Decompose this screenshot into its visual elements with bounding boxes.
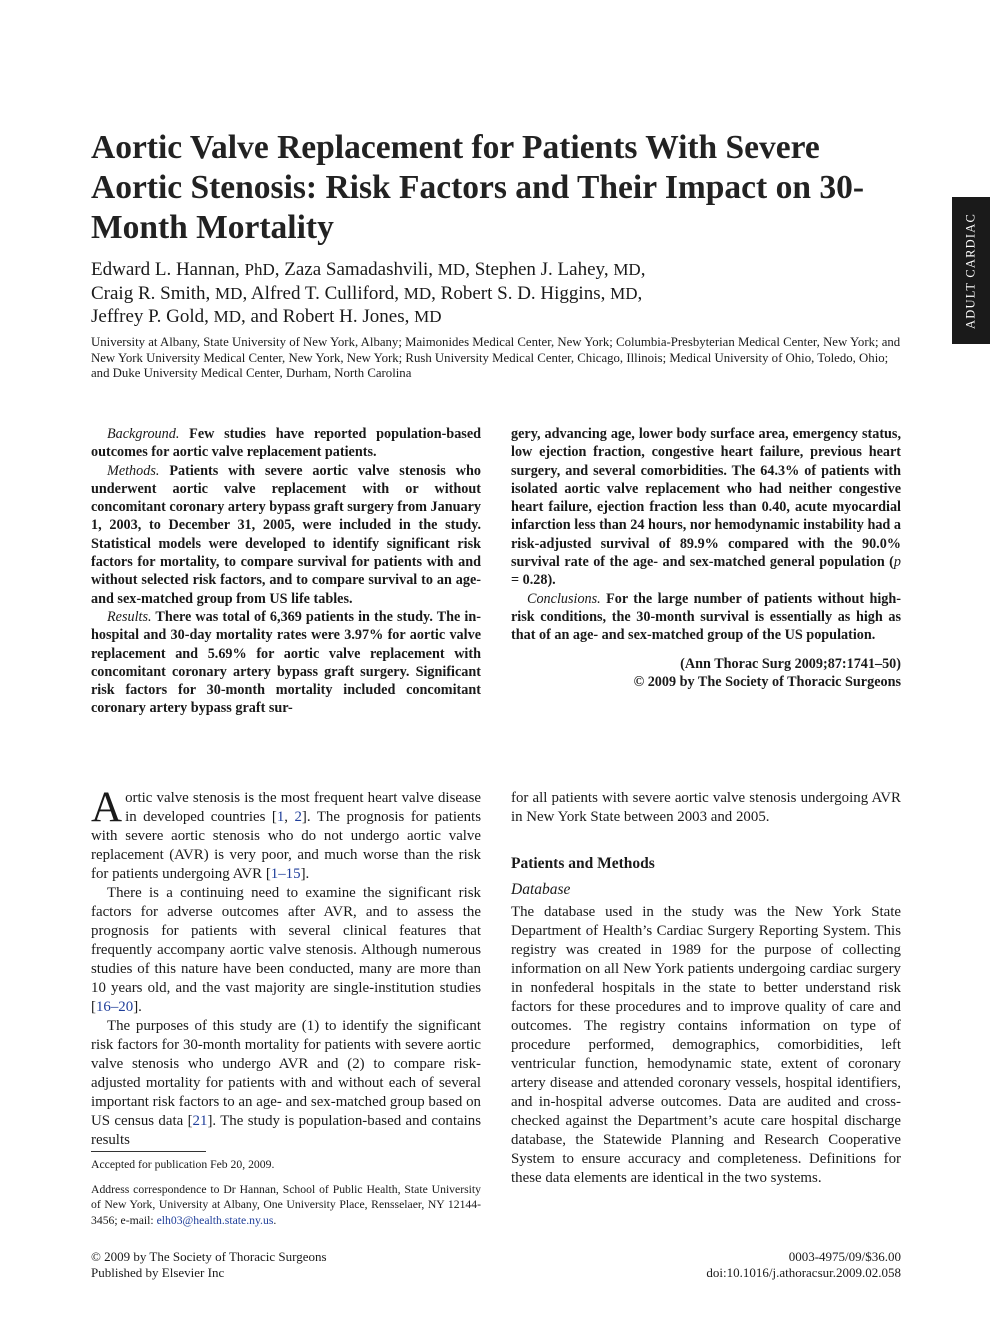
footnote-divider	[91, 1151, 206, 1152]
abstract-label: Methods.	[107, 462, 160, 479]
footer-right	[706, 1249, 901, 1281]
correspondence-address	[91, 1182, 481, 1229]
body-text: The purposes of this study are (1) to identify the significant risk factors for 30-month mortality for patients with severe aortic valve stenosis who undergo AVR and (2) to compare risk-adjusted mortality for patients with and without each of several important risk factors to an age- and sex-matched group based on US census data [	[91, 1018, 481, 1129]
footer-publisher: Published by Elsevier Inc	[91, 1265, 225, 1280]
body-text: ,	[284, 809, 295, 825]
author-name: Robert H. Jones	[282, 306, 405, 327]
email-link[interactable]: elh03@health.state.ny.us	[156, 1213, 274, 1227]
footer-doi: doi:10.1016/j.athoracsur.2009.02.058	[706, 1265, 901, 1280]
intro-continuation: for all patients with severe aortic valve stenosis undergoing AVR in New York State between 2003 and 2005.	[511, 790, 901, 825]
abstract-results	[91, 608, 481, 718]
author-name: Edward L. Hannan	[91, 259, 236, 280]
author-degree: MD	[613, 260, 641, 279]
footer-left	[91, 1249, 327, 1281]
reference-link[interactable]: 2	[294, 809, 302, 825]
abstract-label: Background.	[107, 426, 180, 442]
author-name: Craig R. Smith	[91, 282, 206, 304]
abstract-background	[91, 425, 481, 462]
body-text: ortic valve stenosis is the most frequent heart valve disease in developed countries [	[125, 790, 481, 825]
abstract-text: Few studies have reported population-based outcomes for aortic valve replacement patients.	[91, 426, 482, 461]
section-tab-label: ADULT CARDIAC	[963, 212, 978, 329]
author-separator: ,	[242, 282, 251, 304]
abstract-conclusions	[511, 590, 901, 645]
p-value-symbol: p	[893, 554, 901, 571]
subsection-heading: Database	[511, 881, 571, 898]
author-separator: ,	[637, 282, 643, 304]
intro-paragraph-2	[91, 884, 481, 1017]
journal-citation: (Ann Thorac Surg 2009;87:1741–50)	[680, 655, 901, 672]
author-separator: ,	[431, 282, 441, 304]
body-text: ]. The prognosis for patients with severe aortic stenosis who do not undergo aortic valve replacement (AVR) is very poor, and much worse than the risk for patients undergoing AVR [	[91, 809, 481, 882]
author-degree: MD	[403, 283, 432, 303]
footer-copyright: © 2009 by The Society of Thoracic Surgeons	[91, 1249, 327, 1264]
author-degree: MD	[610, 283, 638, 303]
abstract-methods	[91, 462, 481, 608]
section-tab	[952, 197, 990, 344]
section-heading: Patients and Methods	[511, 855, 655, 872]
body-text: ]. The study is population-based and contains results	[91, 1113, 481, 1148]
abstract-text: Patients with severe aortic valve stenosis who underwent aortic valve replacement with or without concomitant coronary artery bypass graft surgery from January 1, 2003, to December 31, 2005, were included in the study. Statistical models were developed to identify significant risk factors for mortality, to compare survival for patients with and without selected risk factors, and to compare survival to an age- and sex-matched group from US life tables.	[91, 462, 481, 607]
author-list: Edward L. Hannan, PhD, Zaza Samadashvili, MD, Stephen J. Lahey, MD, Craig R. Smith, MD, Alfred T. Culliford, MD, Robert S. D. Higgins, MD, Jeffrey P. Gold, MD, and Robert H. Jones, MD	[91, 259, 646, 327]
intro-paragraph-3	[91, 1017, 481, 1150]
reference-link[interactable]: 21	[192, 1113, 208, 1129]
author-separator: ,	[640, 259, 646, 280]
abstract-text: For the large number of patients without high-risk conditions, the 30-month survival is essentially as high as that of an age- and sex-matched group of the US population.	[511, 590, 902, 644]
reference-link[interactable]: 16–20	[95, 999, 134, 1015]
footer-issn: 0003-4975/09/$36.00	[788, 1249, 901, 1264]
abstract-left-column	[91, 425, 481, 718]
abstract-text: gery, advancing age, lower body surface area, emergency status, low ejection fraction, congestive heart failure, previous heart surgery, and several comorbidities. The 64.3% of patients with isolated aortic valve replacement who had neither congestive heart failure, ejection fraction less than 0.40, acute myocardial infarction less than 24 hours, nor hemodynamic instability had a risk-adjusted survival of 89.9% compared with the 90.0% survival rate of the age- and sex-matched general population (	[511, 426, 901, 571]
intro-paragraph-1	[91, 784, 481, 884]
body-right-column	[511, 789, 901, 1188]
author-name: Jeffrey P. Gold	[91, 306, 205, 327]
body-text: ].	[300, 866, 310, 882]
abstract-text: = 0.28).	[511, 572, 556, 589]
abstract-copyright: © 2009 by The Society of Thoracic Surgeons	[633, 673, 901, 690]
author-degree: MD	[215, 283, 243, 303]
author-degree: MD	[213, 307, 242, 326]
body-text: There is a continuing need to examine the significant risk factors for adverse outcomes after AVR, and to assess the prognosis for patients with several clinical features that frequently accompany aortic valve stenosis. Although numerous studies of this nature have been conducted, many are more than 10 years old, and the vast majority are single-institution studies [	[91, 885, 481, 1015]
database-paragraph: The database used in the study was the New York State Department of Health’s Cardiac Surgery Reporting System. This registry was created in 1989 for the purpose of collecting information on all New York patients undergoing cardiac surgery in nonfederal hospitals in the state to better understand risk factors for these procedures and to improve quality of care and outcomes. The registry contains information on type of procedure performed, demographics, comorbidities, left ventricular function, hemodynamic state, extent of coronary artery disease and attended coronary vessels, hospital identifiers, and in-hospital adverse outcomes. Data are audited and cross-checked against the Department’s acute care hospital discharge database, the Statewide Planning and Research Cooperative System to ensure accuracy and completeness. Definitions for these data elements are identical in the two systems.	[511, 904, 901, 1186]
abstract-label: Conclusions.	[527, 590, 601, 607]
author-degree: MD	[414, 307, 442, 326]
author-separator: , and	[241, 306, 283, 327]
abstract-text: There was total of 6,369 patients in the study. The in-hospital and 30-day mortality rates were 3.97% for aortic valve replacement and 5.69% for aortic valve replacement with concomitant coronary artery bypass graft surgery. Significant risk factors for 30-month mortality included concomitant coronary artery bypass graft sur-	[91, 608, 481, 717]
abstract-results-continued	[511, 425, 901, 590]
body-left-column	[91, 784, 481, 1150]
author-name: Stephen J. Lahey	[474, 259, 604, 280]
article-title: Aortic Valve Replacement for Patients With Severe Aortic Stenosis: Risk Factors and Their Impact on 30-Month Mortality	[91, 129, 864, 246]
author-degree: MD	[437, 260, 466, 279]
drop-cap: A	[91, 784, 123, 831]
accepted-date: Accepted for publication Feb 20, 2009.	[91, 1158, 275, 1171]
body-text: ].	[133, 999, 142, 1015]
author-degree: PhD	[244, 260, 275, 279]
reference-link[interactable]: 1	[276, 809, 285, 825]
reference-link[interactable]: 1–15	[270, 866, 301, 882]
author-separator: ,	[465, 259, 475, 280]
abstract-label: Results.	[107, 608, 152, 625]
abstract-right-column	[511, 425, 901, 691]
author-name: Alfred T. Culliford	[250, 282, 395, 304]
author-separator: ,	[274, 259, 285, 280]
footnotes	[91, 1157, 481, 1237]
footnote-text: .	[273, 1213, 277, 1227]
affiliations: University at Albany, State University of New York, Albany; Maimonides Medical Center, New York; Columbia-Presbyterian Medical Center, New York; and New York University Medical Center, New York, New York; Rush University Medical Center, Chicago, Illinois; Medical University of Ohio, Toledo, Ohio; and Duke University Medical Center, Durham, North Carolina	[91, 335, 901, 381]
footnote-text: Address correspondence to Dr Hannan, School of Public Health, State University of New York, University at Albany, One University Place, Rensselaer, NY 12144-3456; e-mail:	[91, 1182, 481, 1227]
author-name: Zaza Samadashvili	[284, 259, 429, 280]
author-name: Robert S. D. Higgins	[440, 282, 601, 304]
